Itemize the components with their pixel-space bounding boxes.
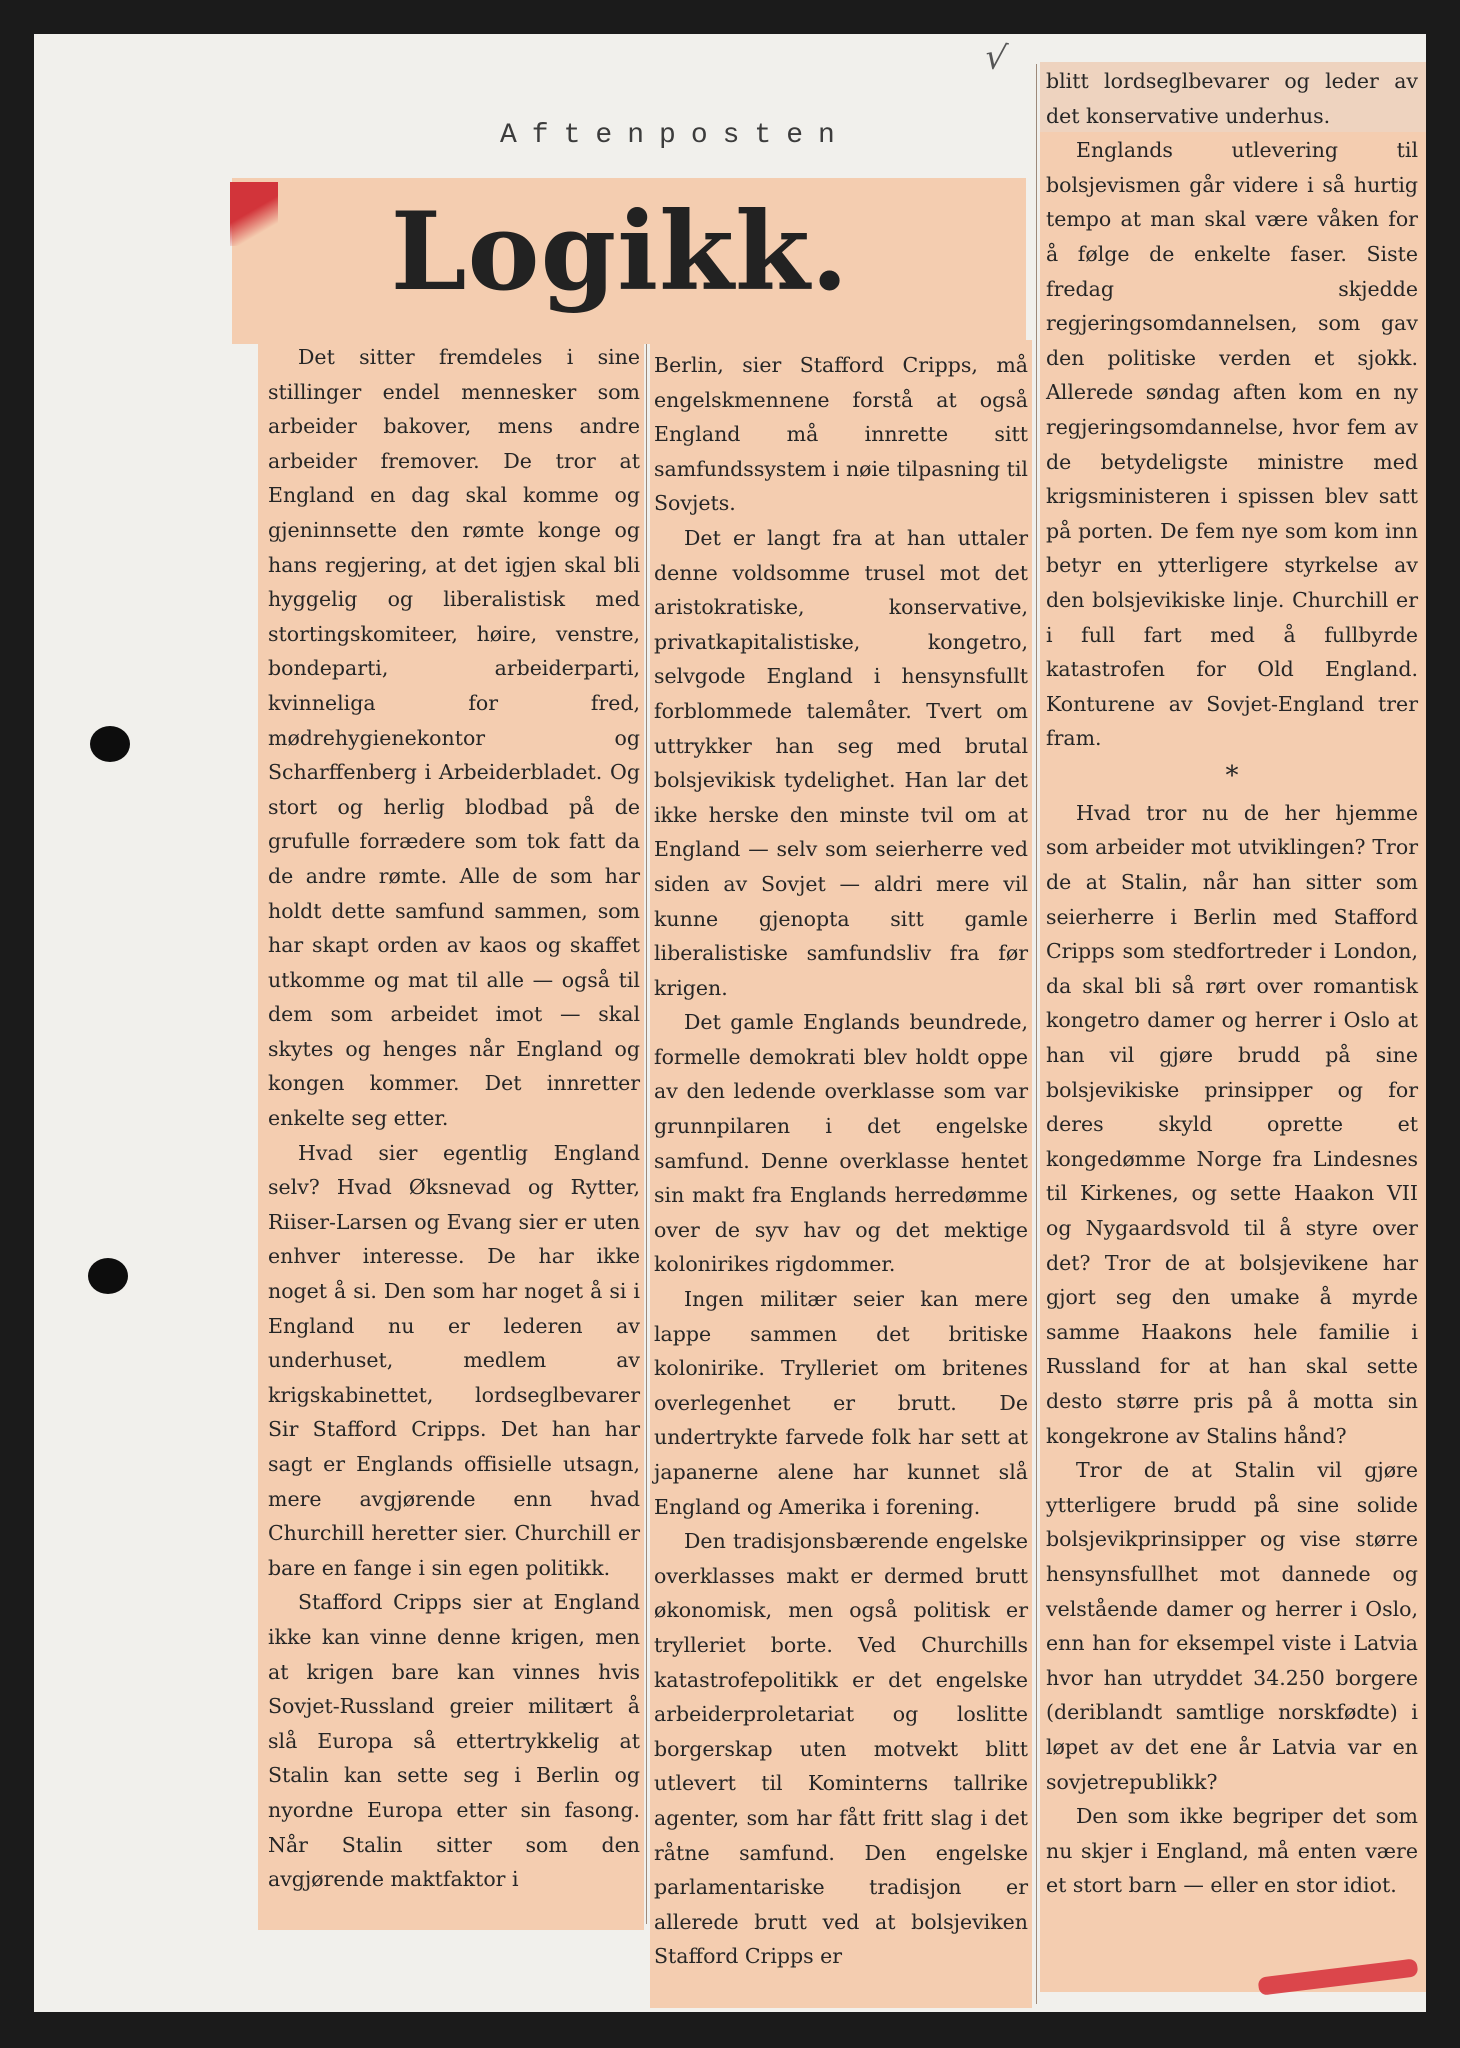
punch-hole-icon	[88, 1258, 128, 1294]
paragraph: Det sitter fremdeles i sine stillinger endel mennesker som arbeider bakover, mens andre arbeider fremover. De tror at England en dag skal komme og gjeninnsette den rømte konge og hans regjering, at det igjen skal bli hyggelig og liberalistisk med stortingskomiteer, høire, venstre, bondeparti, arbeiderparti, kvinneliga for fred, mødrehygienekontor og Scharffenberg i Arbeiderbladet. Og stort og herlig blodbad på de grufulle forrædere som tok fatt da de andre rømte. Alle de som har holdt dette samfund sammen, som har skapt orden av kaos og skaffet utkomme og mat til alle — også til dem som arbeidet imot — skal skytes og henges når England og kongen kommer. Det innretter enkelte seg etter.	[268, 345, 640, 1131]
article-headline: Logikk.	[390, 189, 850, 315]
paragraph: Det er langt fra at han uttaler denne voldsomme trusel mot det aristokratiske, konservative, privatkapitalistiske, kongetro, selvgode England i hensynsfullt forblommede talemåter. Tvert om uttrykker han seg med brutal bolsjevikisk tydelighet. Han lar det ikke herske den minste tvil om at England — selv som seierherre ved siden av Sovjet — aldri mere vil kunne gjenopta sitt gamle liberalistiske samfundsliv fra før krigen.	[654, 525, 1028, 1000]
paragraph: Englands utlevering til bolsjevismen går videre i så hurtig tempo at man skal være våken for å følge de enkelte faser. Siste fredag skjedde regjeringsomdannelsen, som gav den politiske verden et sjokk. Allerede søndag aften kom en ny regjeringsomdannelse, hvor fem av de betydeligste ministre med krigsministeren i spissen blev satt på porten. De fem nye som kom inn betyr en ytterligere styrkelse av den bolsjevikiske linje. Churchill er i full fart med å fullbyrde katastrofen for Old England. Konturene av Sovjet-England trer fram.	[1046, 138, 1418, 751]
section-separator: *	[1225, 760, 1239, 791]
paragraph: Stafford Cripps sier at England ikke kan vinne denne krigen, men at krigen bare kan vinnes hvis Sovjet-Russland greier militært å slå Europa så ettertrykkelig at Stalin kan sette seg i Berlin og nyordne Europa etter sin fasong. Når Stalin sitter som den avgjørende maktfaktor i	[268, 1590, 640, 1892]
paragraph: Ingen militær seier kan mere lappe sammen det britiske kolonirike. Trylleriet om britenes overlegenhet er brutt. De undertrykte farvede folk har sett at japanerne alene har kunnet slå England og Amerika i forening.	[654, 1287, 1028, 1519]
paragraph: Hvad sier egentlig England selv? Hvad Øksnevad og Rytter, Riiser-Larsen og Evang sier er uten enhver interesse. De har ikke noget å si. Den som har noget å si i England nu er lederen av underhuset, medlem av krigskabinettet, lordseglbevarer Sir Stafford Cripps. Det han har sagt er Englands offisielle utsagn, mere avgjørende enn hvad Churchill heretter sier. Churchill er bare en fange i sin egen politikk.	[268, 1140, 640, 1580]
column-divider	[646, 344, 647, 1924]
check-mark: √	[982, 36, 1010, 80]
paragraph: Hvad tror nu de her hjemme som arbeider mot utviklingen? Tror de at Stalin, når han sitter som seierherre i Berlin med Stafford Cripps som stedfortreder i London, da skal bli så rørt over romantisk kongetro damer og herrer i Oslo at han vil gjøre brudd på sine bolsjevikiske prinsipper og for deres skyld oprette et kongedømme Norge fra Lindesnes til Kirkenes, og sette Haakon VII og Nygaardsvold til å styre over det? Tror de at bolsjevikene har gjort seg den umake å myrde samme Haakons hele familie i Russland for at han skal sette desto større pris på å motta sin kongekrone av Stalins hånd?	[1046, 800, 1418, 1448]
paragraph: Den som ikke begriper det som nu skjer i England, må enten være et stort barn — eller en stor idiot.	[1046, 1804, 1418, 1898]
article-column-3	[1046, 64, 1418, 1903]
paragraph: blitt lordseglbevarer og leder av det konservative underhus.	[1046, 69, 1418, 128]
paragraph: Tror de at Stalin vil gjøre ytterligere brudd på sine solide bolsjevikprinsipper og vise større hensynsfullhet mot dannede og velstående damer og herrer i Oslo, enn han for eksempel viste i Latvia hvor han utryddet 34.250 borgere (deriblandt samtlige norskfødte) i løpet av det ene år Latvia var en sovjetrepublikk?	[1046, 1458, 1418, 1794]
punch-hole-icon	[90, 726, 130, 762]
paragraph: Den tradisjonsbærende engelske overklasses makt er dermed brutt økonomisk, men også politisk er trylleriet borte. Ved Churchills katastrofepolitikk er det engelske arbeiderproletariat og loslitte borgerskap uten motvekt blitt utlevert til Kominterns tallrike agenter, som har fått fritt slag i det råtne samfund. Den engelske parlamentariske tradisjon er allerede brutt ved at bolsjeviken Stafford Cripps er	[654, 1529, 1028, 1969]
paragraph: Berlin, sier Stafford Cripps, må engelskmennene forstå at også England må innrette sitt samfundssystem i nøie tilpasning til Sovjets.	[654, 353, 1028, 516]
article-column-2	[654, 348, 1028, 1974]
article-column-1	[268, 340, 640, 1897]
paragraph: Det gamle Englands beundrede, formelle demokrati blev holdt oppe av den ledende overklasse som var grunnpilaren i det engelske samfund. Denne overklasse hentet sin makt fra Englands herredømme over de syv hav og det mektige kolonirikes rigdommer.	[654, 1010, 1028, 1277]
typed-header: Aftenposten	[500, 120, 850, 151]
column-divider	[1036, 64, 1037, 2004]
